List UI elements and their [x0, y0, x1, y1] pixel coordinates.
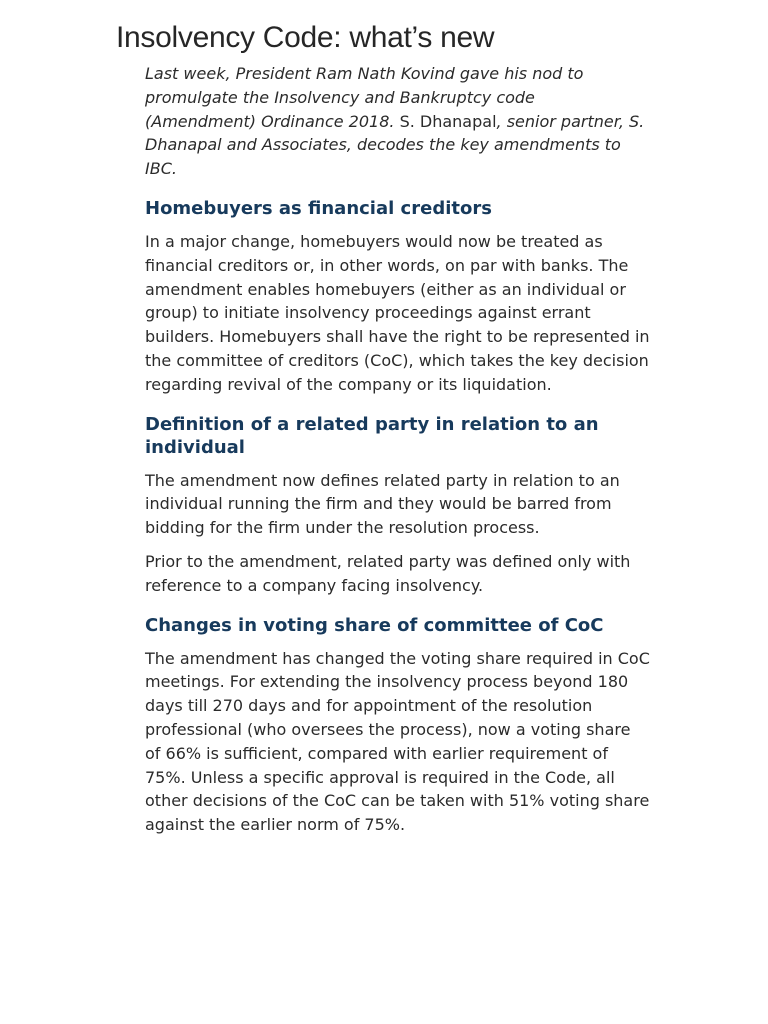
section-heading: Definition of a related party in relation to an individual — [145, 413, 599, 458]
intro-italic-tail: , senior partner, S. Dhanapal and Associates, decodes the key amendments to IBC. — [145, 111, 645, 179]
section-heading: Homebuyers as financial creditors — [145, 197, 492, 219]
section-paragraph: In a major change, homebuyers would now be treated as financial creditors or, in other words, on par with banks. The amendment enables homebuyers (either as an individual or group) to initiate insolvency proceedings against errant builders. Homebuyers shall have the right to be represented in the committee of creditors (CoC), which takes the key decision regarding revival of the company or its liquidation. — [145, 231, 650, 394]
section-heading: Changes in voting share of committee of CoC — [145, 614, 604, 636]
section-homebuyers — [145, 197, 650, 397]
section-paragraph: The amendment has changed the voting share required in CoC meetings. For extending the insolvency process beyond 180 days till 270 days and for appointment of the resolution professional (who oversees the process), now a voting share of 66% is sufficient, compared with earlier requirement of 75%. Unless a specific approval is required in the Code, all other decisions of the CoC can be taken with 51% voting share against the earlier norm of 75%. — [145, 648, 650, 835]
section-paragraph: Prior to the amendment, related party was defined only with reference to a company facing insolvency. — [145, 551, 631, 595]
intro-author-name: S. Dhanapal — [394, 111, 497, 131]
section-voting-share — [145, 614, 650, 837]
article-title: Insolvency Code: what’s new — [116, 21, 495, 54]
intro-italic-lead: Last week, President Ram Nath Kovind gave his nod to promulgate the Insolvency and Bankruptcy code (Amendment) Ordinance 2018. — [145, 64, 584, 131]
section-paragraph: The amendment now defines related party in relation to an individual running the firm and they would be barred from bidding for the firm under the resolution process. — [145, 470, 620, 538]
section-related-party — [145, 413, 650, 598]
article-body — [145, 62, 650, 847]
article-intro — [145, 62, 650, 181]
